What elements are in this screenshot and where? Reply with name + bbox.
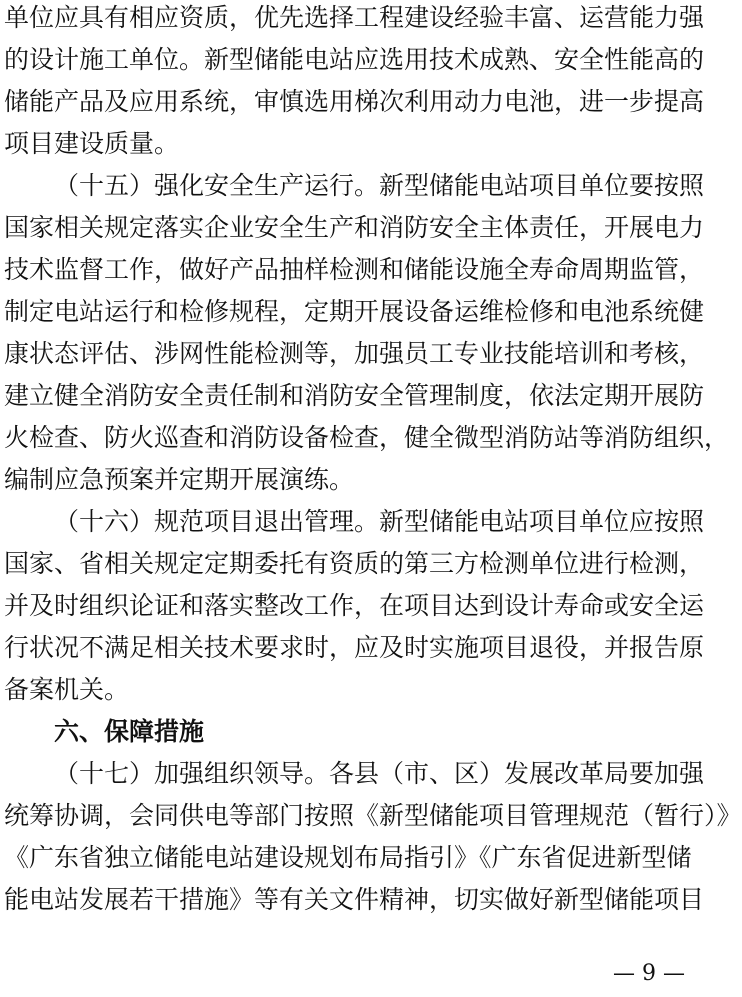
text-line-9: 康状态评估、涉网性能检测等，加强员工专业技能培训和考核， <box>4 339 705 368</box>
text-line-12: 编制应急预案并定期开展演练。 <box>4 465 355 494</box>
page-number: — 9 — <box>613 961 685 986</box>
text-line-1: 单位应具有相应资质，优先选择工程建设经验丰富、运营能力强 <box>4 3 705 32</box>
text-line-21: 《广东省独立储能电站建设规划布局指引》《广东省促进新型储 <box>4 843 692 872</box>
text-line-11: 火检查、防火巡查和消防设备检查，健全微型消防站等消防组织， <box>4 423 730 452</box>
text-line-20: 统筹协调，会同供电等部门按照《新型储能项目管理规范（暂行）》 <box>4 801 742 830</box>
text-line-10: 建立健全消防安全责任制和消防安全管理制度，依法定期开展防 <box>4 381 705 410</box>
paragraph-17-first-line: （十七）加强组织领导。各县（市、区）发展改革局要加强 <box>54 759 705 788</box>
text-line-3: 储能产品及应用系统，审慎选用梯次利用动力电池，进一步提高 <box>4 87 705 116</box>
text-line-17: 备案机关。 <box>4 675 130 704</box>
text-line-7: 技术监督工作，做好产品抽样检测和储能设施全寿命周期监管， <box>4 255 705 284</box>
paragraph-15-first-line: （十五）强化安全生产运行。新型储能电站项目单位要按照 <box>54 171 705 200</box>
text-line-14: 国家、省相关规定定期委托有资质的第三方检测单位进行检测， <box>4 549 705 578</box>
text-line-2: 的设计施工单位。新型储能电站应选用技术成熟、安全性能高的 <box>4 45 705 74</box>
text-line-16: 行状况不满足相关技术要求时，应及时实施项目退役，并报告原 <box>4 633 705 662</box>
text-line-15: 并及时组织论证和落实整改工作，在项目达到设计寿命或安全运 <box>4 591 705 620</box>
section-heading-safeguards: 六、保障措施 <box>54 717 205 746</box>
paragraph-16-first-line: （十六）规范项目退出管理。新型储能电站项目单位应按照 <box>54 507 705 536</box>
text-line-4: 项目建设质量。 <box>4 129 180 158</box>
text-line-8: 制定电站运行和检修规程，定期开展设备运维检修和电池系统健 <box>4 297 705 326</box>
text-line-22: 能电站发展若干措施》等有关文件精神，切实做好新型储能项目 <box>4 885 705 914</box>
text-line-6: 国家相关规定落实企业安全生产和消防安全主体责任，开展电力 <box>4 213 705 242</box>
